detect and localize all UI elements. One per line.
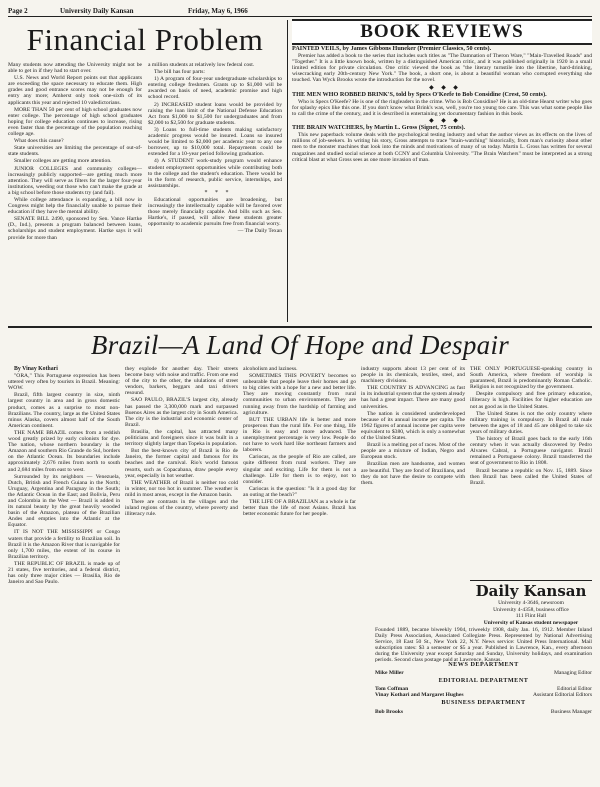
review-heading: THE MEN WHO ROBBED BRINK'S, told by Specs O'Keefe to Bob Considine (Crest, 50 cents). bbox=[292, 90, 547, 98]
separator: * * * bbox=[204, 189, 232, 196]
paragraph: THE ONLY PORTUGUESE-speaking country in South America, where freedom of worship is guaranteed, Brazil is predominantly Roman Catholic. Religion is not recognized by the government. bbox=[470, 366, 592, 391]
paragraph: they explode for another day. Their streets become busy with noise and traffic. From one end of the city to the other, the ululations of street vendors, barkers, beggars and taxi drivers resound. bbox=[125, 366, 238, 397]
brazil-column-3 bbox=[243, 366, 356, 780]
paragraph: Cariocas, as the people of Rio are called, are quite different from rural workers. They are singular and exciting. Life for them is not a challenge. Life for them is to enjoy, not to consider. bbox=[243, 454, 356, 485]
editorial-column-1 bbox=[8, 62, 142, 320]
paragraph: The nation is considered underdeveloped because of its annual income per capita. The 1962 figures of annual income per capita were equivalent to $380, which is only a somewhat of the United States. bbox=[361, 410, 465, 442]
paragraph: THE WEATHER of Brazil is neither too cold in winter, nor too hot in summer. The weather is mild in most areas, except in the Amazon basin. bbox=[125, 479, 238, 498]
staff-role: Managing Editor bbox=[553, 670, 592, 677]
review-text: Premier has added a book to the series that includes such titles as "The Damnation of Theron Ware," "Main-Travelled Roads" and "Together." It is a little known book, written by a distinguished American critic, and it was published originally in 1920 in a small limited edition for private circulation. One critic viewed the book as "the literary turnstile into the libertine, hard-drinking, wisecracking early 20th-century New York." The book, a short one, is about a beautiful woman who corrupted everything she touched. Van Wyck Brooks wrote the introduction for the novel. bbox=[292, 53, 592, 84]
paragraph: SAO PAULO, BRAZIL'S largest city, already has passed the 3,300,000 mark and surpassed Buenos Aires as the largest city in South America. The city is the industrial and economic center of Brazil. bbox=[125, 397, 238, 428]
paragraph: There are contrasts in the villages and the inland regions of the country, where poverty and illiteracy rule. bbox=[125, 498, 238, 518]
staff-line bbox=[375, 670, 592, 676]
book-reviews-title: BOOK REVIEWS bbox=[292, 19, 592, 45]
masthead-line: University 4-4358, business office bbox=[493, 606, 569, 613]
paragraph: Brazil, fifth largest country in size, ninth largest country in area and in gross domestic product, comes as a surprise to most non-Brazilians. The country, large as the United States minus Alaska, covers almost half of the South American continent. bbox=[8, 392, 120, 429]
paragraph: Brazilian men are handsome, and women are beautiful. They are fond of Brazilians, and they do not have the desire to compete with them. bbox=[361, 461, 465, 486]
brazil-column-5 bbox=[470, 366, 592, 578]
paragraph: alcoholism and laziness. bbox=[243, 366, 298, 372]
staff-name: Vinay Kothari and Margaret Hughes bbox=[375, 692, 464, 699]
paragraph: Smaller colleges are getting more attention. bbox=[14, 158, 112, 165]
paragraph: Brazil became a republic on Nov. 15, 1889. Since then Brazil has been called the United States of Brazil. bbox=[470, 467, 592, 486]
paragraph: BUT THE URBAN life is better and more prosperous than the rural life. For one thing, life in Rio is easy and more advanced. The unemployment percentage is very low. People do not have to work hard like northeast farmers and laborers. bbox=[243, 416, 356, 454]
paragraph: IT IS NOT THE MISSISSIPPI or Congo waters that provide a fertility to Brazilian soil. In Brazil it is the Amazon River that is navigable for only 1,700 miles, the extent of its course in Brazilian territory. bbox=[8, 529, 120, 560]
paragraph: 3) Loans to full-time students making satisfactory academic progress would be insured. Loans so insured would be limited to $2,000 per academic year to any one borrower, up to $10,000 total. Repayments could be extended for a 10-year period following graduation. bbox=[148, 126, 282, 158]
paragraph: 1) A program of four-year undergraduate scholarships to entering college freshmen. Grants up to $1,000 will be awarded on basis of need, academic promise and high school record. bbox=[148, 76, 282, 101]
paragraph: industry supports about 13 per cent of its people in its chemicals, textiles, steel, and machinery divisions. bbox=[361, 366, 465, 385]
review-heading: PAINTED VEILS, by James Gibbons Huneker (Premier Classics, 50 cents). bbox=[292, 45, 492, 52]
paragraph: MORE THAN 50 per cent of high school graduates now enter college. The percentage of high school graduates hoping for college education continues to increase, rising even faster than the percentage of the population reaching college age. bbox=[8, 106, 142, 138]
staff-box bbox=[375, 660, 592, 715]
staff-role: Assistant Editorial Editors bbox=[532, 692, 592, 699]
paragraph: SOMETIMES THIS POVERTY becomes so unbearable that people leave their homes and go to big cities with a hope for a new and better life. They are moving constantly from rural communities to urban environments. They are running away from the hardship of farming and agriculture. bbox=[243, 373, 356, 416]
staff-name: Tom Coffman bbox=[375, 686, 409, 693]
paragraph: The bill has four parts: bbox=[154, 69, 205, 76]
issue-date: Friday, May 6, 1966 bbox=[188, 7, 248, 15]
separator-diamonds: ◆ ◆ ◆ bbox=[429, 84, 461, 91]
paragraph: SENATE BILL 2490, sponsored by Sen. Vance Hartke (D., Ind.), presents a program balanced between loans, scholarships and student employment. Hartke says it will provide for more than bbox=[8, 216, 142, 241]
staff-role: Business Manager bbox=[550, 708, 592, 715]
paragraph: Brazil is a melting pot of races. Most of the people are a mixture of Indian, Negro and European stock. bbox=[361, 442, 465, 461]
review-text: Who is Specs O'Keefe? He is one of the ringleaders in the crime. Who is Bob Considine? He is an old-time Hearst writer who goes for splashy epics like this one. If you don't know what Brink's was, well, you're too young too care. This was what some people like to call the crime of the century, and it is described in entertaining yet documentary fashion in this book. bbox=[292, 98, 592, 117]
staff-name: Bob Brooks bbox=[375, 708, 404, 715]
paragraph: THE REPUBLIC OF BRAZIL is made up of 21 states, five territories, and a federal district, has only three major cities — Brasilia, Rio de Janeiro and Sao Paulo. bbox=[8, 560, 120, 586]
brazil-headline: Brazil—A Land Of Hope and Despair bbox=[90, 330, 510, 360]
masthead bbox=[470, 582, 592, 626]
column-divider bbox=[287, 20, 288, 322]
header-rule bbox=[8, 16, 592, 17]
paragraph: THE COUNTRY IS ADVANCING as fast in its industrial system that the system already has had a great impact. There are many good universities. bbox=[361, 385, 465, 410]
paragraph: The history of Brazil goes back to the early 16th century when it was actually discovered by Pedro Alvares Cabral, a Portuguese navigator. Brazil remained a Portuguese colony. Brazil transferred the seat of government to Rio in 1808. bbox=[470, 436, 592, 467]
brazil-column-2 bbox=[125, 366, 238, 780]
masthead-info-text: Founded 1889, became biweekly 1904, triweekly 1908, daily Jan. 16, 1912. Member Inland Daily Press Association, Associated Collegiate Press. Represented by National Advertising Service, 18 East 50 St., New York 22, N.Y. News service: United Press International. Mail subscription rates: $3 a semester or $5 a year. Published in Lawrence, Kan., every afternoon during the University year except Saturday and Sunday, University holidays, and examination periods. Second class postage paid at Lawrence, Kansas. bbox=[375, 627, 592, 664]
masthead-info bbox=[375, 627, 592, 664]
paragraph: But the best-known city of Brazil is Rio de Janeiro, the former capital and famous for its beaches and the carnival. Rio's world famous resorts, such as Copacabana, draw people every year, especially in hot weather. bbox=[125, 448, 238, 479]
paragraph: THE LIFE OF A BRAZILIAN as a whole is far better than the life of most Asians. Brazil has better economic future for her people. bbox=[243, 498, 356, 518]
news-department-label: NEWS DEPARTMENT bbox=[448, 661, 519, 668]
paragraph: Brasilia, the capital, has attracted many politicians and foreigners since it was built in a territory slightly larger than Topeka in population. bbox=[125, 428, 238, 448]
paper-name: University Daily Kansan bbox=[60, 7, 134, 15]
paragraph: a million students at relatively low federal cost. bbox=[148, 62, 255, 68]
editorial-department-label: EDITORIAL DEPARTMENT bbox=[438, 677, 529, 685]
staff-line bbox=[375, 709, 592, 715]
masthead-rule bbox=[470, 580, 592, 581]
paragraph: While college attendance is expanding, a bill now in Congress might help the financially unable to pursue their education if they have the mental ability. bbox=[8, 196, 142, 216]
paragraph: Many students now attending the University might not be able to get in if they had to start over. bbox=[8, 62, 142, 75]
staff-role: Editorial Editor bbox=[557, 686, 592, 693]
masthead-line: University of Kansas student newspaper bbox=[483, 619, 579, 626]
brazil-column-1 bbox=[8, 366, 120, 780]
paragraph: 2) INCREASED student loans would be provided by raising the loan limit of the National Defense Education Act from $1,000 to $1,500 for undergraduates and from $2,000 to $2,500 for graduate students. bbox=[148, 101, 282, 126]
brazil-column-4 bbox=[361, 366, 465, 576]
masthead-line: 111 Flint Hall bbox=[515, 613, 547, 619]
editorial-column-2 bbox=[148, 62, 282, 320]
paragraph: The United States is not the only country where military training is compulsory. In Brazil all male between the ages of 18 and 45 are obliged to take six years of military duties. bbox=[470, 410, 592, 435]
staff-name: Mike Miller bbox=[375, 670, 404, 677]
paragraph: U.S. News and World Report points out that applicants are exceeding the space necessary to educate them. High grades and good entrance scores may not be enough for entry any more; Amherst only took one-sixth of its applicants this year and rejected 10 valedictorians. bbox=[8, 75, 142, 106]
paragraph: Educational opportunities are broadening, but increasingly the intellectually capable will be favored over those merely financially capable. And bills such as Sen. Hartke's, if passed, will allow these students greater opportunity to academic pursuits free from financial worry. bbox=[148, 196, 282, 228]
page-number: Page 2 bbox=[8, 7, 28, 15]
review-text: This new paperback volume deals with the psychological testing industry and what the author views as its effects on the lives of millions of job-seekers. In writing his story, Gross attempts to trace "brain-watching" historically, from man's curiosity about other men to the monster machines that look into the minds and motivations of many of us today. Martin L. Gross has written for several magazines and studied social science at both CCNY and Columbia University. "The Brain Watchers" must be interpreted as a strong critical blast at what Gross sees as one more invasion of man. bbox=[292, 132, 592, 163]
paragraph: 4) A STUDENT work-study program would enhance student employment opportunities while contributing both to the college and the student's education. There would be in the form of research, public service, internships, and assistantships. bbox=[148, 158, 282, 189]
masthead-name: Daily Kansan bbox=[475, 582, 587, 600]
editorial-title: Financial Problem bbox=[26, 22, 264, 57]
paragraph: What does this cause? bbox=[14, 138, 64, 145]
staff-line bbox=[375, 692, 592, 698]
section-rule bbox=[8, 326, 592, 328]
paragraph: "ORA," This Portuguese expression has been uttered very often by tourists in Brazil. Meaning: WOW. bbox=[8, 373, 120, 392]
book-reviews-body bbox=[292, 46, 592, 322]
business-department-label: BUSINESS DEPARTMENT bbox=[441, 699, 526, 707]
review-heading: THE BRAIN WATCHERS, by Martin L. Gross (Signet, 75 cents). bbox=[292, 124, 466, 132]
paragraph: THE NAME BRAZIL comes from a reddish wood greatly prized by early colonists for dye. The nation, whose northern boundary is the Amazon and southern Rio Grande do Sul, borders on the Atlantic Ocean. Its boundaries include approximately 2,676 miles from north to south and 2,684 miles from east to west. bbox=[8, 429, 120, 473]
masthead-line: University 4-3646, newsroom bbox=[498, 600, 564, 606]
byline: By Vinay Kothari bbox=[14, 366, 58, 372]
paragraph: JUNIOR COLLEGES and community colleges—increasingly publicly supported—are getting much more attention. They will serve as filters for the larger four-year institutions, weeding out those who can't make the grade at a big school before those students try (and fail). bbox=[8, 165, 142, 196]
paragraph: Despite compulsory and free primary education, illiteracy is high. Facilities for higher education are not as good as in the United States. bbox=[470, 391, 592, 410]
paragraph: Surrounded by its neighbors — Venezuela, Dutch, British and French Guiana in the North; Uruguay, Argentina and Paraguay in the South; the Atlantic Ocean in the East; and Bolivia, Peru and Colombia in the West — Brazil is added in its natural beauty by the great heavily wooded basin of the Amazon, plateau of the Brazilian Andes and empties into the Atlantic at the Equator. bbox=[8, 473, 120, 529]
paragraph: State universities are limiting the percentage of out-of-state students. bbox=[8, 145, 142, 158]
source-credit: — The Daily Texan bbox=[237, 228, 282, 235]
separator-diamonds: ◆ ◆ ◆ bbox=[429, 118, 461, 125]
paragraph: Cariocas is the question: "Is it a good day for an outing at the beach?" bbox=[243, 485, 356, 498]
